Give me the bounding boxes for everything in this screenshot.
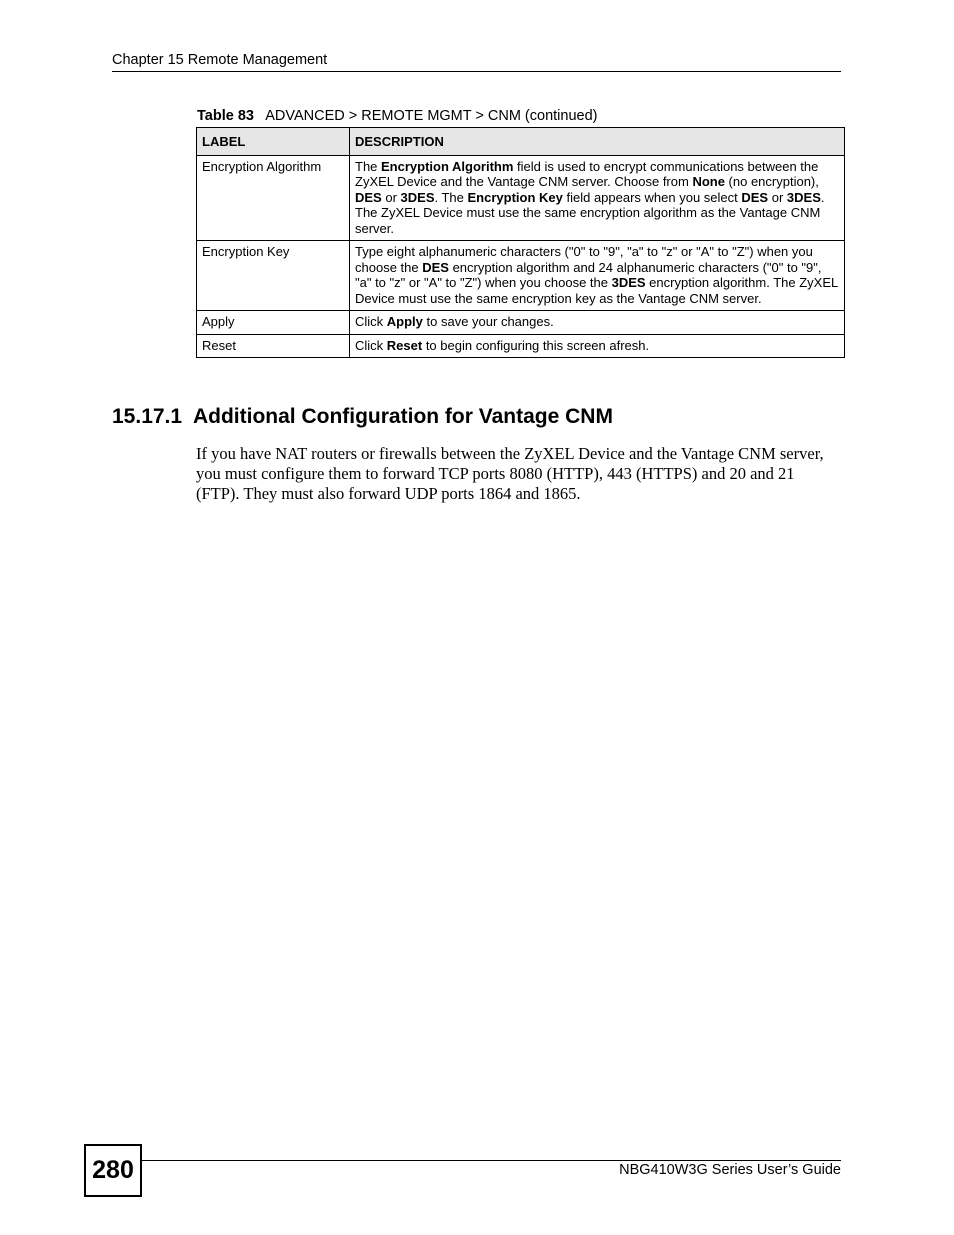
- bold-term: 3DES: [786, 189, 821, 205]
- text-run: Type eight alphanumeric characters ("0" to "9", "a" to "z" or "A" to "Z") when you choose the: [355, 244, 813, 275]
- text-run: or: [381, 189, 401, 205]
- text-run: Click: [355, 314, 387, 329]
- text-run: (no encryption),: [724, 174, 819, 189]
- page-number: 280: [84, 1144, 142, 1197]
- text-run: field is used to encrypt communications between the ZyXEL Device and the Vantage CNM server. Choose from: [355, 158, 819, 189]
- footer-divider: [140, 1160, 841, 1161]
- section-heading: [112, 405, 613, 429]
- row-label: Apply: [197, 311, 350, 335]
- text-run: to save your changes.: [422, 314, 554, 329]
- row-label: Encryption Algorithm: [197, 155, 350, 241]
- row-description: [350, 334, 845, 358]
- bold-term: DES: [741, 189, 769, 205]
- text-run: to begin configuring this screen afresh.: [422, 337, 650, 353]
- bold-term: 3DES: [611, 275, 646, 290]
- bold-term: DES: [355, 189, 382, 205]
- text-run: encryption algorithm and 24 alphanumeric characters ("0" to "9", "a" to "z" or "A" to "Z") when you choose the: [355, 259, 822, 290]
- row-label: Encryption Key: [197, 241, 350, 311]
- row-description: [350, 155, 845, 241]
- text-run: . The: [434, 189, 468, 205]
- bold-term: Encryption Algorithm: [381, 158, 514, 174]
- table-row: [197, 155, 845, 241]
- header-divider: [112, 71, 841, 72]
- body-paragraph: If you have NAT routers or firewalls between the ZyXEL Device and the Vantage CNM server, you must configure them to forward TCP ports 8080 (HTTP), 443 (HTTPS) and 20 and 21 (FTP). They must also forward UDP ports 1864 and 1865.: [196, 444, 824, 503]
- table-header-row: [197, 128, 845, 156]
- section-number: 15.17.1: [112, 405, 183, 428]
- running-header: Chapter 15 Remote Management: [112, 52, 328, 68]
- table-row: [197, 334, 845, 358]
- row-description: [350, 311, 845, 335]
- table-row: [197, 241, 845, 311]
- text-run: . The ZyXEL Device must use the same encryption algorithm as the Vantage CNM server.: [355, 189, 825, 236]
- text-run: or: [768, 189, 787, 205]
- column-header-label: LABEL: [197, 128, 350, 156]
- bold-term: Reset: [386, 337, 423, 353]
- description-table: [196, 127, 845, 358]
- table-caption: [197, 108, 597, 124]
- section-title: Additional Configuration for Vantage CNM: [192, 405, 613, 428]
- bold-term: Encryption Key: [467, 189, 563, 205]
- table-caption-text: ADVANCED > REMOTE MGMT > CNM (continued): [265, 108, 598, 124]
- guide-title: NBG410W3G Series User’s Guide: [619, 1162, 841, 1178]
- text-run: field appears when you select: [562, 189, 742, 205]
- table-row: [197, 311, 845, 335]
- bold-term: None: [692, 174, 725, 189]
- bold-term: DES: [422, 259, 449, 275]
- row-label: Reset: [197, 334, 350, 358]
- bold-term: 3DES: [400, 189, 435, 205]
- bold-term: Apply: [386, 314, 423, 329]
- table-body: [197, 155, 845, 358]
- text-run: The: [355, 158, 382, 174]
- column-header-description: DESCRIPTION: [350, 128, 845, 156]
- text-run: Click: [355, 337, 387, 353]
- table-caption-label: Table 83: [197, 108, 254, 124]
- text-run: encryption algorithm. The ZyXEL Device must use the same encryption key as the Vantage CNM server.: [355, 275, 838, 306]
- row-description: [350, 241, 845, 311]
